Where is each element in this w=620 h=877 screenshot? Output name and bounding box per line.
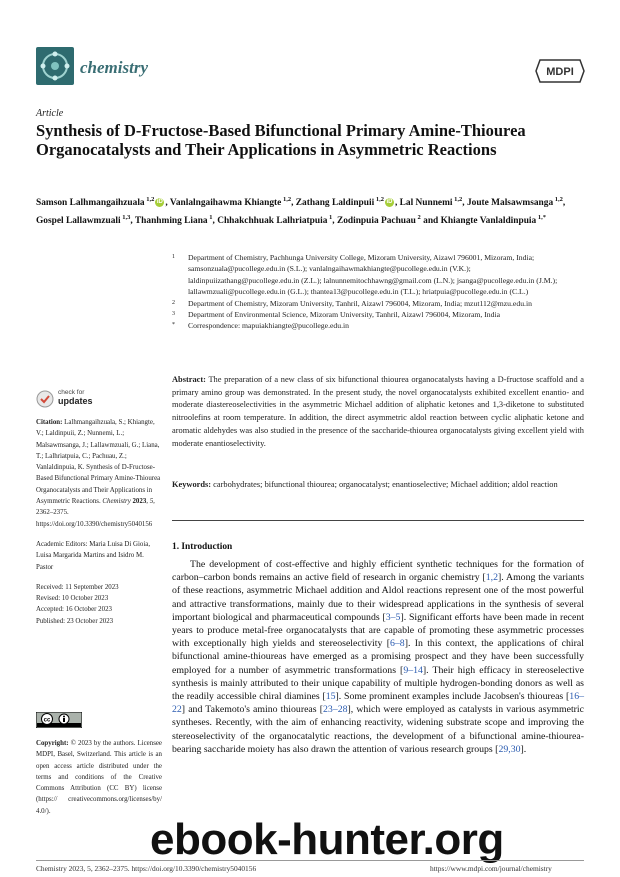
paragraph-text: ]. In this context, the applications of chiral bifunctional amine-thioureas have emerged as a promising prospect and they have been successfully employed for a number of asymmetric transformations [ xyxy=(172,638,584,676)
abstract-text: The preparation of a new class of six bifunctional thiourea organocatalysts having a D-fructose scaffold and a primary amino group was demonstrated. In the present study, the novel organocatalysts exhibited excellent enantio- and moderate diastereoselectivities in the asymmetric Michael addition of aliphatic ketones and 1,3-diketone to substituted nitroolefins at room temperature. In addition, the direct asymmetric aldol reaction between cyclic aliphatic ketone and aromatic aldehydes was also studied in the presence of the saccharide-thiourea organocatalysts giving excellent yield with moderate enantioselectivity. xyxy=(172,375,584,448)
affiliation-text: Department of Chemistry, Mizoram University, Tanhril, Aizawl 796004, Mizoram, India; mzut112@mzu.edu.in xyxy=(188,298,532,308)
author-affiliation-sup: 1 xyxy=(327,213,333,221)
affiliation-item xyxy=(172,320,582,331)
author-name[interactable]: Gospel Lallawmzuali xyxy=(36,215,121,226)
affiliation-item xyxy=(172,309,582,320)
mdpi-logo-text: MDPI xyxy=(546,66,574,78)
author-affiliation-sup: 1,2 xyxy=(553,196,563,203)
paragraph-text: ]. Significant efforts have been made in recent years to produce metal-free organocatalysts that are capable of promoting these asymmetric processes with exceptionally high yields and stereoselectivity [ xyxy=(172,611,584,650)
citation-link[interactable]: 6–8 xyxy=(389,638,405,650)
author-name[interactable]: Khiangte Vanlaldinpuia xyxy=(440,215,537,226)
published-date: Published: 23 October 2023 xyxy=(36,617,114,625)
check-for-updates-line1[interactable]: check for xyxy=(58,389,85,396)
citation-link[interactable]: 15 xyxy=(325,691,336,703)
author-name[interactable]: Lal Nunnemi xyxy=(399,198,453,209)
abstract xyxy=(172,374,584,450)
divider xyxy=(172,520,584,521)
paragraph-text: ]. xyxy=(520,743,527,755)
citation-link[interactable]: 16–22 xyxy=(172,691,584,716)
paragraph-text: ] and Takemoto's amino thioureas [ xyxy=(181,704,323,716)
author-name[interactable]: Zodinpuia Pachuau xyxy=(336,215,416,226)
keywords-label: Keywords: xyxy=(172,480,212,489)
citation-vol: , 5, xyxy=(146,498,155,506)
citation-link[interactable]: 1,2 xyxy=(485,572,498,584)
mdpi-logo xyxy=(534,58,586,84)
footer-citation: Chemistry 2023, 5, 2362–2375. https://doi.org/10.3390/chemistry5040156 xyxy=(36,864,257,873)
affiliation-item xyxy=(172,252,582,298)
sidebar xyxy=(36,417,162,636)
copyright-text: © 2023 by the authors. Licensee MDPI, Basel, Switzerland. This article is an open access article distributed under the terms and conditions of the Creative Commons Attribution (CC BY) license (https:// creativecommons.org/licenses/by/ 4.0/). xyxy=(36,740,162,815)
copyright xyxy=(36,738,162,817)
author-name[interactable]: Thanhming Liana xyxy=(134,215,208,226)
author-name[interactable]: Vanlalngaihawma Khiangte xyxy=(169,198,282,209)
svg-text:cc: cc xyxy=(43,717,51,724)
citation-label: Citation: xyxy=(36,419,63,426)
introduction-paragraph xyxy=(172,558,584,756)
footer-divider xyxy=(36,860,584,861)
affiliation-item xyxy=(172,298,582,309)
author-name[interactable]: Samson Lalhmangaihzuala xyxy=(36,198,145,209)
citation-link[interactable]: 23–28 xyxy=(323,704,348,716)
keywords xyxy=(172,479,584,492)
section-heading: 1. Introduction xyxy=(172,542,233,552)
cc-license-badge[interactable] xyxy=(36,712,82,728)
received-date: Received: 11 September 2023 xyxy=(36,583,119,591)
author-affiliation-sup: 1,2 xyxy=(452,196,463,203)
affiliation-number: 2 xyxy=(172,299,175,306)
accepted-date: Accepted: 16 October 2023 xyxy=(36,606,112,614)
keywords-text: carbohydrates; bifunctional thiourea; organocatalyst; enantioselective; Michael addition; aldol reaction xyxy=(213,480,558,489)
journal-name: chemistry xyxy=(80,58,148,77)
citation-journal: Chemistry xyxy=(102,498,131,506)
copyright-label: Copyright: xyxy=(36,740,69,747)
author-affiliation-sup: 1,2 xyxy=(374,196,384,203)
affiliation-text: Correspondence: mapuiakhiangte@pucollege.edu.in xyxy=(188,321,349,331)
affiliation-text: Department of Chemistry, Pachhunga University College, Mizoram University, Aizawl 796001, Mizoram, India; samsonzuala@pucollege.edu.in (S.L.); vanlalngaihawmakhiangte@pucollege.edu.in (V.K.); laldinpuiizathang@pucollege.edu.in (Z.L.); lalnunnemitochhawng@gmail.com (L.N.); jsanga@pucollege.edu.in (J.M.); lallawmzuali@pucollege.edu.in (G.L.); thantea13@pucollege.edu.in (T.L.); hriatpuia@pucollege.edu.in (C.L.) xyxy=(188,253,558,297)
watermark: ebook-hunter.org xyxy=(150,815,504,864)
journal-logo xyxy=(36,47,74,85)
citation-block xyxy=(36,417,162,530)
citation-link[interactable]: 9–14 xyxy=(403,664,423,676)
article-title: Synthesis of D-Fructose-Based Bifunctional Primary Amine-Thiourea Organocatalysts and Their Applications in Asymmetric Reactions xyxy=(36,121,526,159)
citation-link[interactable]: 3–5 xyxy=(385,611,401,623)
academic-editors: Academic Editors: Maria Luisa Di Gioia, Luisa Margarida Martins and Isidro M. Pastor xyxy=(36,540,151,571)
paragraph-text: ]. Some prominent examples include Jacobsen's thioureas [ xyxy=(335,691,570,703)
article-type: Article xyxy=(36,108,64,119)
dates xyxy=(36,582,162,627)
citation-text: Lalhmangaihzuala, S.; Khiangte, V.; Laldinpuii, Z.; Nunnemi, L.; Malsawmsanga, J.; Lallawmzuali, G.; Liana, T.; Lalhriatpuia, C.; Pachuau, Z.; Vanlaldinpuia, K. Synthesis of D-Fructose-Based Bifunctional Primary Amine-Thiourea Organocatalysts and Their Applications in Asymmetric Reactions. xyxy=(36,419,161,506)
citation-pages[interactable]: 2362–2375. https://doi.org/10.3390/chemistry5040156 xyxy=(36,509,153,528)
footer-journal-link[interactable]: https://www.mdpi.com/journal/chemistry xyxy=(430,864,552,873)
orcid-icon[interactable]: iD xyxy=(156,199,163,206)
author-list: Samson Lalhmangaihzuala $^{1,2}$ iD , Vanlalngaihawma Khiangte $^{1,2}$, Zathang Laldinpuii $^{1,2}$ iD , Lal Nunnemi $^{1,2}$, Joute Malsawmsanga $^{1,2}$, Gospel Lallawmzuali $^{1,3}$, Thanhming Liana $^1$, Chhakchhuak Lalhriatpuia $^1$, Zodinpuia Pachuau $^2$ and Khiangte Vanlaldinpuia $^{1,*}$ xyxy=(36,196,566,226)
affiliation-number: 1 xyxy=(172,254,175,260)
citation-link[interactable]: 29,30 xyxy=(498,743,521,755)
orcid-icon[interactable]: iD xyxy=(386,199,393,206)
paragraph-text: The development of cost-effective and highly efficient synthetic techniques for the formation of carbon–carbon bonds remains an active field of research in organic chemistry [ xyxy=(172,559,584,584)
check-for-updates-line2[interactable]: updates xyxy=(58,396,93,406)
revised-date: Revised: 10 October 2023 xyxy=(36,595,109,603)
paragraph-text: ]. Their high efficacy in stereoselective synthesis is mainly attributed to their unique capability of multiple hydrogen-bonding donors as well as the readily accessible chiral diamines [ xyxy=(172,664,584,703)
citation-year: 2023 xyxy=(132,498,147,506)
author-affiliation-sup: 1,2 xyxy=(144,196,155,203)
abstract-label: Abstract: xyxy=(172,375,206,384)
author-name[interactable]: Joute Malsawmsanga xyxy=(466,198,554,209)
author-affiliation-sup: 2 xyxy=(415,213,421,221)
affiliation-text: Department of Environmental Science, Mizoram University, Tanhril, Aizawl 796004, Mizoram, India xyxy=(188,310,501,320)
paragraph-text: ]. Among the variants of these reactions, asymmetric Michael addition and Aldol reactions represent one of the most powerful and attractive transformations, mainly due to their widespread applications in the synthesis of several important biological and pharmaceutical compounds [ xyxy=(172,572,585,623)
affiliations xyxy=(172,252,582,332)
author-affiliation-sup: 1,3 xyxy=(120,213,131,221)
author-name[interactable]: Zathang Laldinpuii xyxy=(295,198,375,209)
affiliation-number: 3 xyxy=(172,311,175,318)
author-name[interactable]: Chhakchhuak Lalhriatpuia xyxy=(217,215,328,226)
check-for-updates-icon[interactable] xyxy=(36,390,54,408)
affiliation-number: * xyxy=(172,322,175,329)
author-affiliation-sup: 1,* xyxy=(536,213,546,221)
author-affiliation-sup: 1 xyxy=(207,213,213,221)
paragraph-text: ], which were employed as catalysts in various asymmetric syntheses. Recently, with the aim of enhancing reactivity, widening substrate scope and improving the stereoselectivity of the organocatalytic reactions, the development of a bifunctional amine-thiourea-bearing saccharide moiety has also drawn the attention of various research groups [ xyxy=(172,704,584,755)
author-affiliation-sup: 1,2 xyxy=(281,196,292,203)
